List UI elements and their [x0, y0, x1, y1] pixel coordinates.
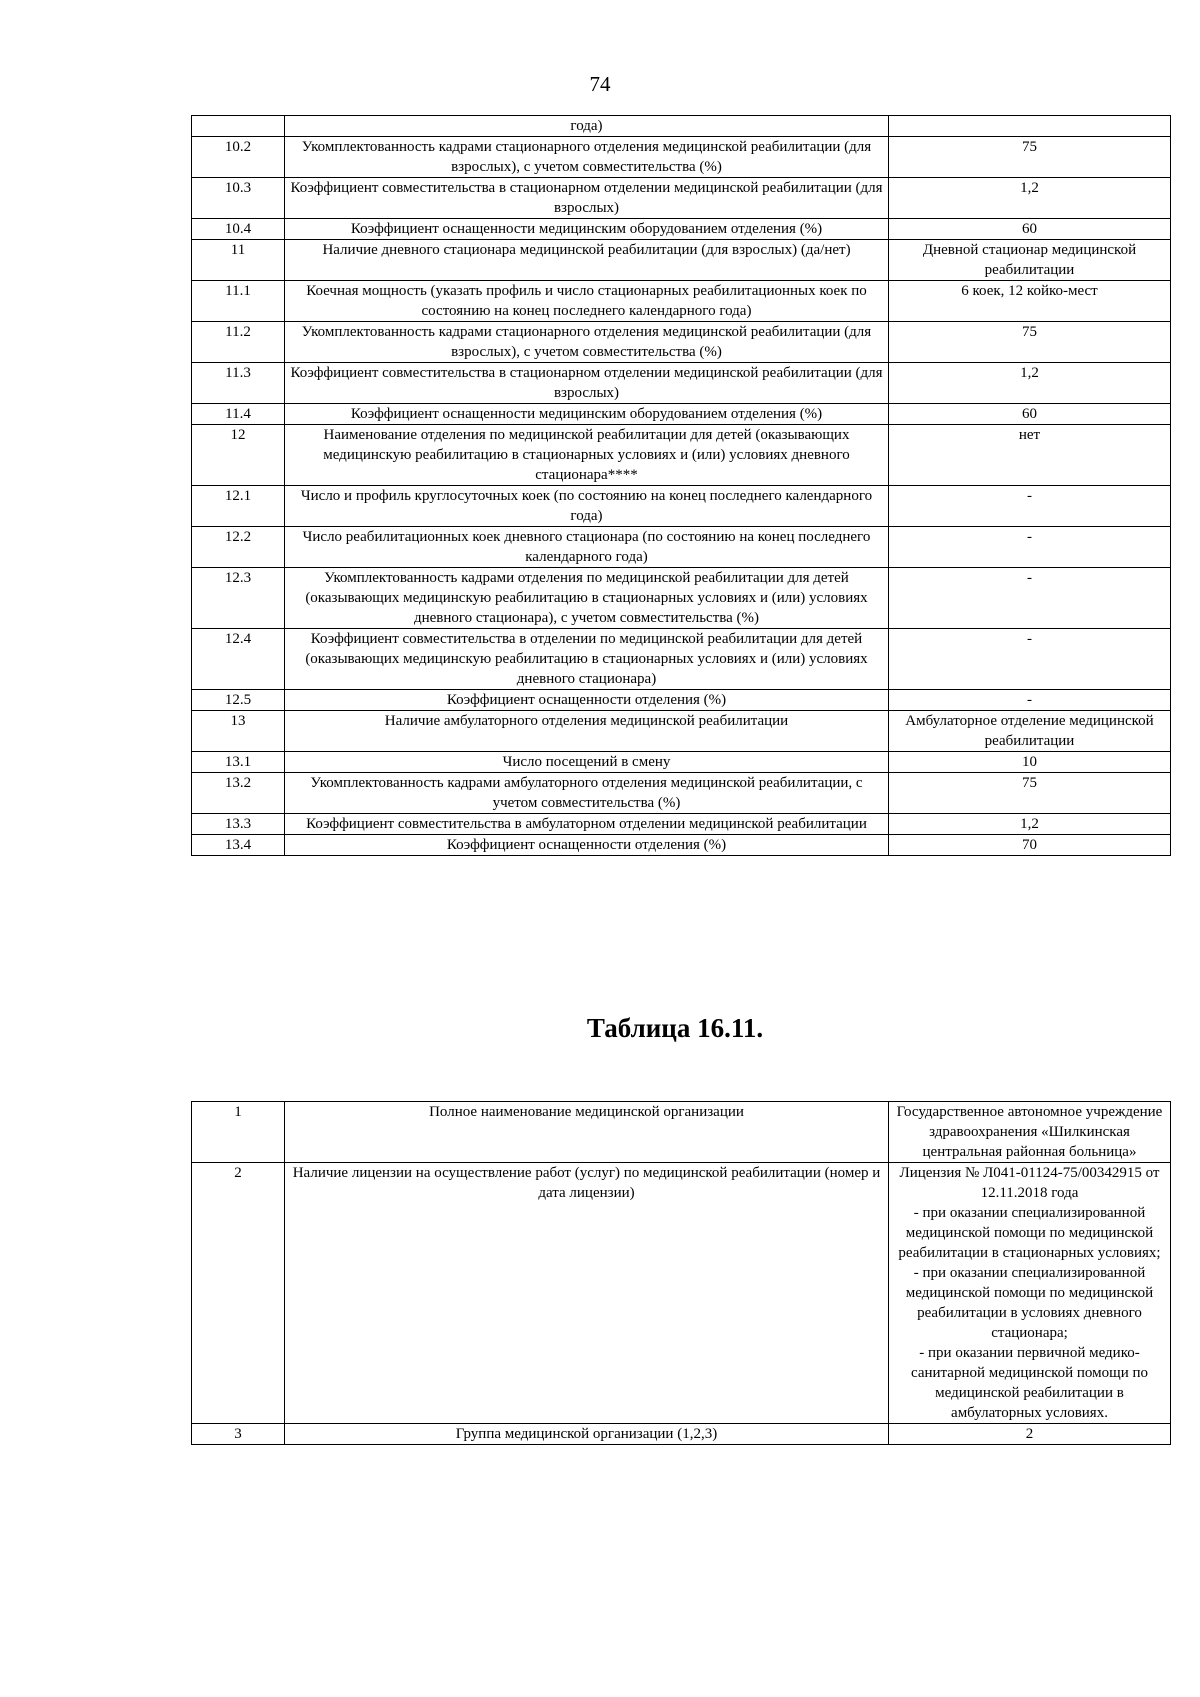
- row-value: 1,2: [889, 814, 1171, 835]
- table-row: [192, 835, 1171, 856]
- row-number: 11.1: [192, 281, 285, 322]
- row-value: 70: [889, 835, 1171, 856]
- row-description: Коэффициент совместительства в стационарном отделении медицинской реабилитации (для взрослых): [285, 178, 889, 219]
- row-number: 12.3: [192, 568, 285, 629]
- row-number: 13: [192, 711, 285, 752]
- table-row: [192, 281, 1171, 322]
- table-title: Таблица 16.11.: [586, 1013, 764, 1043]
- row-description: Коэффициент совместительства в амбулаторном отделении медицинской реабилитации: [285, 814, 889, 835]
- row-number: 11.4: [192, 404, 285, 425]
- row-description: Укомплектованность кадрами стационарного отделения медицинской реабилитации (для взрослых), с учетом совместительства (%): [285, 322, 889, 363]
- row-number: 13.1: [192, 752, 285, 773]
- table-organization-info: [191, 1101, 1171, 1445]
- row-description: Коечная мощность (указать профиль и число стационарных реабилитационных коек по состоянию на конец последнего календарного года): [285, 281, 889, 322]
- row-number: 10.4: [192, 219, 285, 240]
- row-description: Число посещений в смену: [285, 752, 889, 773]
- row-value: Государственное автономное учреждение здравоохранения «Шилкинская центральная районная больница»: [889, 1102, 1171, 1163]
- row-number: 12: [192, 425, 285, 486]
- row-number: 12.4: [192, 629, 285, 690]
- row-value: 10: [889, 752, 1171, 773]
- row-value: 6 коек, 12 койко-мест: [889, 281, 1171, 322]
- row-description: Коэффициент оснащенности медицинским оборудованием отделения (%): [285, 219, 889, 240]
- row-description: Коэффициент совместительства в стационарном отделении медицинской реабилитации (для взрослых): [285, 363, 889, 404]
- table-row: [192, 363, 1171, 404]
- table-row: [192, 404, 1171, 425]
- table-body: [192, 116, 1171, 856]
- table-row: [192, 814, 1171, 835]
- table-row: [192, 116, 1171, 137]
- row-description: Наименование отделения по медицинской реабилитации для детей (оказывающих медицинскую реабилитацию в стационарных условиях и (или) условиях дневного стационара****: [285, 425, 889, 486]
- row-value: 75: [889, 322, 1171, 363]
- row-value: -: [889, 690, 1171, 711]
- row-description: Наличие лицензии на осуществление работ (услуг) по медицинской реабилитации (номер и дата лицензии): [285, 1163, 889, 1424]
- table-row: [192, 527, 1171, 568]
- row-description: Укомплектованность кадрами амбулаторного отделения медицинской реабилитации, с учетом совместительства (%): [285, 773, 889, 814]
- row-number: 13.3: [192, 814, 285, 835]
- row-description: года): [285, 116, 889, 137]
- row-description: Число реабилитационных коек дневного стационара (по состоянию на конец последнего календарного года): [285, 527, 889, 568]
- table-row: [192, 568, 1171, 629]
- row-description: Наличие дневного стационара медицинской реабилитации (для взрослых) (да/нет): [285, 240, 889, 281]
- row-value: 75: [889, 137, 1171, 178]
- row-description: Число и профиль круглосуточных коек (по состоянию на конец последнего календарного года): [285, 486, 889, 527]
- row-number: 2: [192, 1163, 285, 1424]
- row-number: 12.1: [192, 486, 285, 527]
- table-body: [192, 1102, 1171, 1445]
- table-row: [192, 1102, 1171, 1163]
- row-description: Коэффициент совместительства в отделении по медицинской реабилитации для детей (оказывающих медицинскую реабилитацию в стационарных условиях и (или) условиях дневного стационара): [285, 629, 889, 690]
- table-row: [192, 322, 1171, 363]
- row-description: Группа медицинской организации (1,2,3): [285, 1424, 889, 1445]
- row-number: 12.2: [192, 527, 285, 568]
- row-value: нет: [889, 425, 1171, 486]
- table-row: [192, 425, 1171, 486]
- row-description: Наличие амбулаторного отделения медицинской реабилитации: [285, 711, 889, 752]
- table-row: [192, 178, 1171, 219]
- row-number: 13.2: [192, 773, 285, 814]
- license-item: - при оказании первичной медико-санитарной медицинской помощи по медицинской реабилитации в амбулаторных условиях.: [911, 1345, 1148, 1421]
- row-description: Укомплектованность кадрами отделения по медицинской реабилитации для детей (оказывающих медицинскую реабилитацию в стационарных условиях и (или) условиях дневного стационара), с учетом совместительства (%): [285, 568, 889, 629]
- row-value: 1,2: [889, 363, 1171, 404]
- row-value: -: [889, 629, 1171, 690]
- row-value: 75: [889, 773, 1171, 814]
- row-value: Амбулаторное отделение медицинской реабилитации: [889, 711, 1171, 752]
- table-row: [192, 486, 1171, 527]
- page-number: 74: [589, 72, 611, 96]
- row-number: 11.2: [192, 322, 285, 363]
- row-value: 2: [889, 1424, 1171, 1445]
- table-row: [192, 690, 1171, 711]
- table-row: [192, 773, 1171, 814]
- row-description: Коэффициент оснащенности отделения (%): [285, 690, 889, 711]
- row-number: 11.3: [192, 363, 285, 404]
- row-number: [192, 116, 285, 137]
- row-number: 1: [192, 1102, 285, 1163]
- row-number: 13.4: [192, 835, 285, 856]
- table-row: [192, 752, 1171, 773]
- row-number: 11: [192, 240, 285, 281]
- row-value: Дневной стационар медицинской реабилитации: [889, 240, 1171, 281]
- table-row: [192, 219, 1171, 240]
- license-details: [889, 1163, 1171, 1424]
- table-row: [192, 629, 1171, 690]
- table-facility-indicators: [191, 115, 1171, 856]
- row-description: Коэффициент оснащенности медицинским оборудованием отделения (%): [285, 404, 889, 425]
- table-row: [192, 1424, 1171, 1445]
- table-row: [192, 240, 1171, 281]
- license-item: - при оказании специализированной медицинской помощи по медицинской реабилитации в условиях дневного стационара;: [905, 1265, 1154, 1341]
- row-description: Полное наименование медицинской организации: [285, 1102, 889, 1163]
- row-number: 3: [192, 1424, 285, 1445]
- table-row: [192, 1163, 1171, 1424]
- row-value: -: [889, 568, 1171, 629]
- row-number: 12.5: [192, 690, 285, 711]
- row-number: 10.3: [192, 178, 285, 219]
- table-row: [192, 137, 1171, 178]
- row-value: 1,2: [889, 178, 1171, 219]
- row-value: 60: [889, 219, 1171, 240]
- row-value: -: [889, 486, 1171, 527]
- row-value: 60: [889, 404, 1171, 425]
- row-value: [889, 116, 1171, 137]
- table-row: [192, 711, 1171, 752]
- row-description: Укомплектованность кадрами стационарного отделения медицинской реабилитации (для взрослых), с учетом совместительства (%): [285, 137, 889, 178]
- license-item: - при оказании специализированной медицинской помощи по медицинской реабилитации в стационарных условиях;: [898, 1205, 1161, 1261]
- license-number: Лицензия № Л041-01124-75/00342915 от 12.11.2018 года: [899, 1165, 1160, 1201]
- row-number: 10.2: [192, 137, 285, 178]
- row-description: Коэффициент оснащенности отделения (%): [285, 835, 889, 856]
- row-value: -: [889, 527, 1171, 568]
